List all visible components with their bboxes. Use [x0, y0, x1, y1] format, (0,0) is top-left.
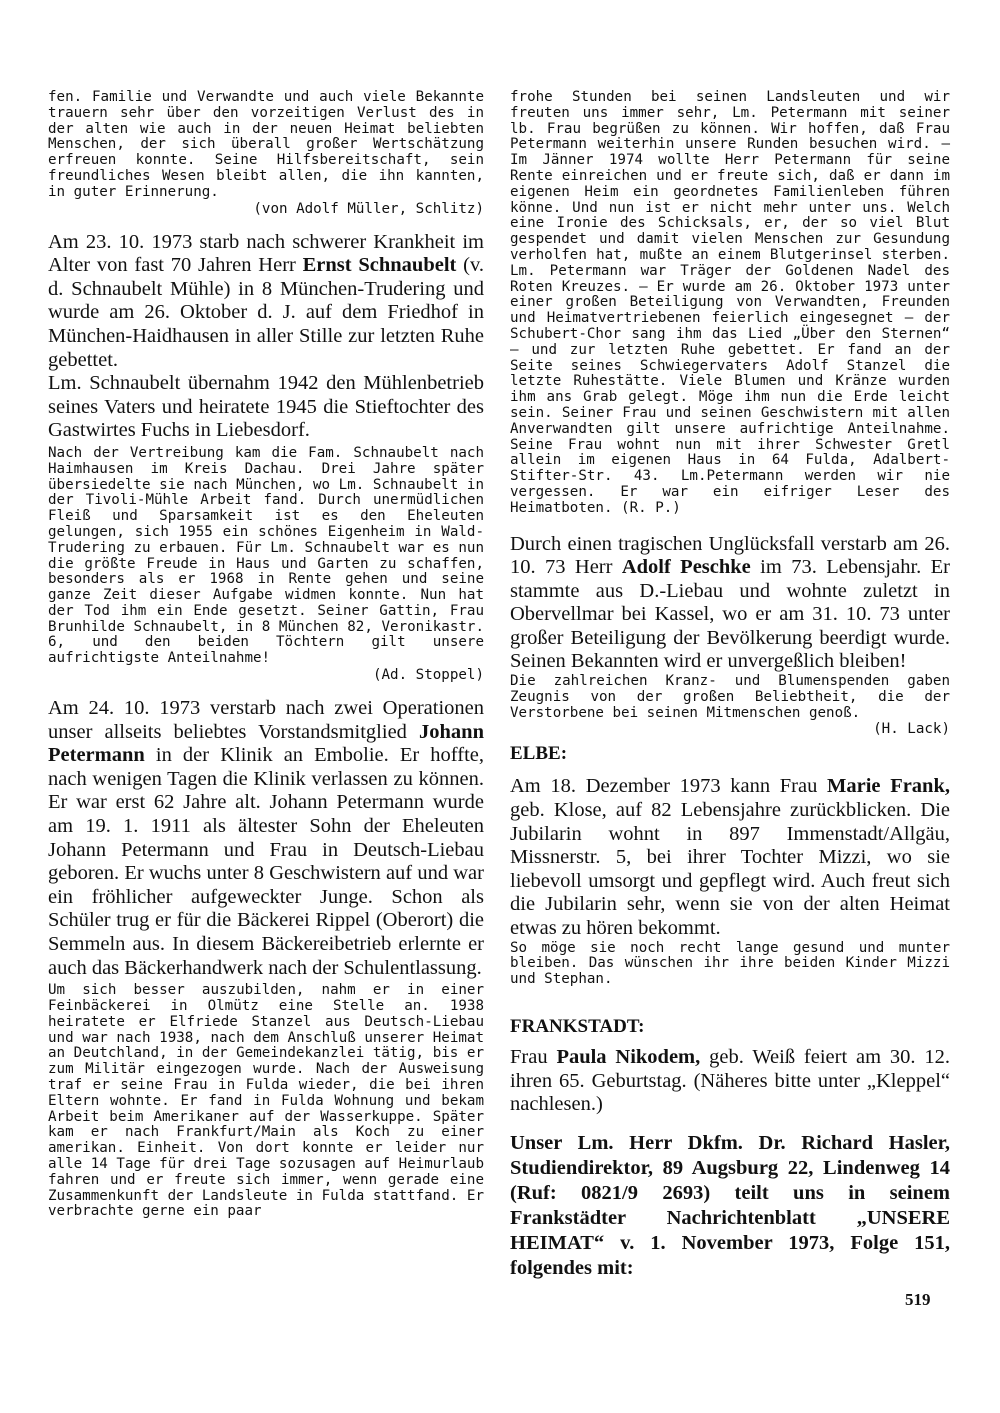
person-name: Adolf Peschke	[621, 556, 751, 579]
author-signature: (Ad. Stoppel)	[372, 667, 484, 684]
author-signature: (H. Lack)	[873, 721, 950, 738]
obituary-paragraph	[510, 533, 950, 675]
section-heading-frankstadt: FRANKSTADT:	[510, 1016, 645, 1038]
obituary-paragraph	[48, 231, 484, 373]
paragraph-text: Am 18. Dezember 1973 kann Frau	[510, 775, 828, 798]
paragraph-text: Frau	[510, 1046, 557, 1069]
birthday-paragraph	[510, 1046, 950, 1117]
left-column	[48, 90, 484, 1220]
paragraph-text: geb. Klose, auf 82 Lebensjahre zurückblicken. Die Jubilarin wohnt in 897 Immenstadt/Allgäu, Missnerstr. 5, bei ihrer Tochter Mizzi, wo sie liebevoll umsorgt und gepflegt wird. Auch freut sich die Jubilarin sehr, wenn sie von der alten Heimat etwas zu hören bekommt.	[510, 799, 950, 940]
paragraph: So möge sie noch recht lange gesund und munter bleiben. Das wünschen ihr ihre beiden Kinder Mizzi und Stephan.	[510, 939, 950, 988]
right-column	[510, 90, 950, 1281]
section-heading-elbe: ELBE:	[510, 743, 568, 765]
paragraph-text: Durch einen tragischen Unglücksfall verstarb am 26. 10. 73 Herr	[510, 532, 950, 579]
paragraph-text: im 73. Lebensjahr. Er stammte aus D.-Liebau und wohnte zuletzt in Obervellmar bei Kassel, wo er am 31. 10. 73 unter großer Beteiligung der Bevölkerung beerdigt wurde. Seinen Bekannten wird er unvergeßlich bleiben!	[510, 556, 950, 673]
obituary-paragraph	[48, 697, 484, 980]
notice-paragraph: Unser Lm. Herr Dkfm. Dr. Richard Hasler, Studiendirektor, 89 Augsburg 22, Lindenweg 14 (Ruf: 0821/9 2693) teilt uns in seinem Frankstädter Nachrichtenblatt „UNSERE HEIMAT“ v. 1. November 1973, Folge 151, folgendes mit:	[510, 1131, 950, 1279]
paragraph: Um sich besser auszubilden, nahm er in einer Feinbäckerei in Olmütz eine Stelle an. 1938 heiratete er Elfriede Stanzel aus Deutsch-Liebau und war nach 1938, nach dem Anschluß unserer Heimat an Deutchland, in der Gemeindekanzlei tätig, bis er zum Militär eingezogen wurde. Nach der Ausweisung traf er seine Frau in Fulda wieder, die bei ihren Eltern wohnte. Er fand in Fulda Wohnung und bekam Arbeit beim Amerikaner auf der Wasserkuppe. Später kam er nach Frankfurt/Main als Koch zu einer amerikan. Einheit. Von dort konnte er leider nur alle 14 Tage für drei Tage sozusagen auf Heimurlaub fahren und er freute sich immer, wenn gerade eine Zusammenkunft der Landsleute in Fulda stattfand. Er verbrachte gerne ein paar	[48, 982, 484, 1220]
person-name: Paula Nikodem,	[556, 1046, 701, 1069]
paragraph-text: geb. Weiß feiert am 30. 12. ihren 65. Geburtstag. (Näheres bitte unter „Kleppel“ nachlesen.)	[510, 1046, 950, 1116]
person-name: Marie Frank,	[827, 775, 950, 798]
paragraph-text: in der Klinik an Embolie. Er hoffte, nach wenigen Tagen die Klinik verlassen zu können. Er war erst 62 Jahre alt. Johann Petermann wurde am 19. 1. 1911 als ältester Sohn der Eheleuten Johann Petermann und Frau in Deutsch-Liebau geboren. Er wuchs unter 8 Geschwistern auf und war ein fröhlicher aufgeweckter Junge. Schon als Schüler trug er für die Bäckerei Rippel (Oberort) die Semmeln aus. In diesem Bäckereibetrieb erlernte er auch das Bäckerhandwerk nach der Schulentlassung.	[48, 744, 484, 979]
birthday-paragraph	[510, 775, 950, 940]
author-signature: (von Adolf Müller, Schlitz)	[253, 200, 484, 217]
person-name: Johann Petermann	[48, 720, 484, 767]
paragraph: Nach der Vertreibung kam die Fam. Schnaubelt nach Haimhausen im Kreis Dachau. Drei Jahre später übersiedelte sie nach München, wo Lm. Schnaubelt in der Tivoli-Mühle Arbeit fand. Durch unermüdlichen Fleiß und Sparsamkeit ist es den Eheleuten gelungen, sich 1955 ein schönes Eigenheim in Wald-Trudering zu erbauen. Für Lm. Schnaubelt war es nun die größte Freude in Haus und Garten zu schaffen, besonders als er 1968 in Rente gehen und seine ganze Zeit dieser Aufgabe widmen konnte. Nun hat der Tod ihm ein Ende gesetzt. Seiner Gattin, Frau Brunhilde Schnaubelt, in 8 München 82, Veronikastr. 6, und den beiden Töchtern gilt unsere aufrichtigste Anteilnahme!	[48, 444, 484, 667]
person-name: Ernst Schnaubelt	[302, 254, 457, 277]
page-number: 519	[905, 1290, 931, 1309]
paragraph: fen. Familie und Verwandte und auch viele Bekannte trauern sehr über den vorzeitigen Verlust des in der alten wie auch in der neuen Heimat beliebten Menschen, der sich überall großer Wertschätzung erfreuen konnte. Seine Hilfsbereitschaft, sein freundliches Wesen bleibt allen, die ihn kannten, in guter Erinnerung.	[48, 89, 484, 200]
paragraph-text: (v. d. Schnaubelt Mühle) in 8 München-Trudering und wurde am 26. Oktober d. J. auf dem Friedhof in München-Haidhausen in aller Stille zur letzten Ruhe gebettet.	[48, 254, 484, 371]
paragraph-text: Am 24. 10. 1973 verstarb nach zwei Operationen unser allseits beliebtes Vorstandsmitglied	[48, 697, 484, 743]
paragraph: Die zahlreichen Kranz- und Blumenspenden gaben Zeugnis von der großen Beliebtheit, die der Verstorbene bei seinen Mitmenschen genoß.	[510, 673, 950, 721]
paragraph: frohe Stunden bei seinen Landsleuten und wir freuten uns immer sehr, Lm. Petermann mit seiner lb. Frau begrüßen zu können. Wir hoffen, daß Frau Petermann weiterhin unsere Runden besuchen wird. — Im Jänner 1974 wollte Herr Petermann für seine Rente einreichen und er freute sich, daß er dann im eigenen Heim ein geordnetes Familienleben führen könne. Und nun ist er nicht mehr unter uns. Welch eine Ironie des Schicksals, er, der so viel Blut gespendet und damit vielen Menschen zur Gesundung verholfen hat, mußte an einem Blutgerinsel sterben. Lm. Petermann war Träger der Goldenen Nadel des Roten Kreuzes. — Er wurde am 26. Oktober 1973 unter einer großen Beteiligung von Verwandten, Freunden und Heimatvertriebenen feierlich eingesegnet — der Schubert-Chor sang ihm das Lied „Über den Sternen“ — und zur letzten Ruhe gebettet. Er fand an der Seite seines Schwiegervaters Adolf Stanzel die letzte Ruhestätte. Viele Blumen und Kränze wurden ihm ans Grab gelegt. Möge ihm nun die Erde leicht sein. Seiner Frau und seinen Geschwistern mit allen Anverwandten gilt unsere aufrichtige Anteilnahme. Seine Frau wohnt nun mit ihrer Schwester Gretl allein im eigenen Haus in 64 Fulda, Adalbert-Stifter-Str. 43. Lm.Petermann werden wir nie vergessen. Er war ein eifriger Leser des Heimatboten. (R. P.)	[510, 89, 950, 516]
paragraph-text: Am 23. 10. 1973 starb nach schwerer Krankheit im Alter von fast 70 Jahren Herr	[48, 230, 484, 277]
paragraph: Lm. Schnaubelt übernahm 1942 den Mühlenbetrieb seines Vaters und heiratete 1945 die Stieftochter des Gastwirtes Fuchs in Liebesdorf.	[48, 372, 484, 442]
